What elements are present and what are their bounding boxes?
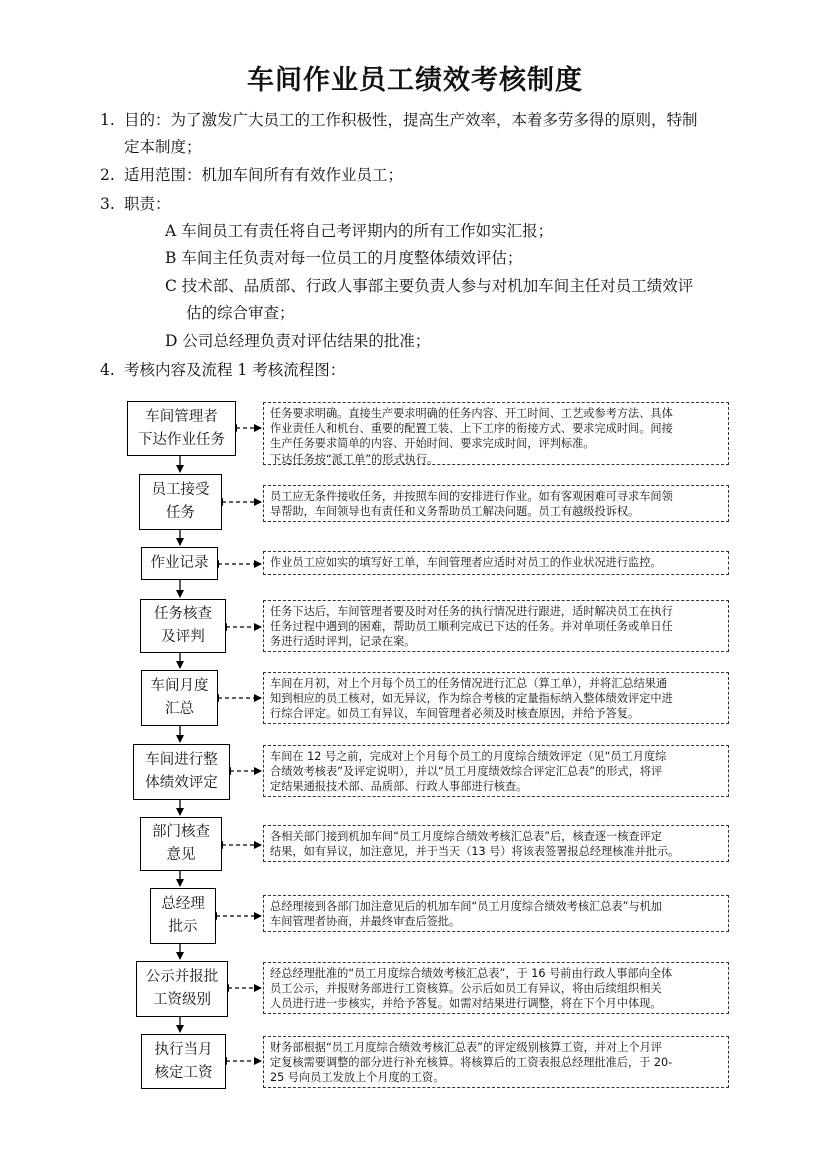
flow-step-task-review [140,599,226,653]
desc-line: 导帮助，车间领导也有责任和义务帮助员工解决问题。员工有越级投诉权。 [270,505,640,519]
flow-desc-assign-task [263,402,729,465]
flow-step-label: 批示 [168,919,198,935]
desc-line: 车间管理者协商，并最终审查后签批。 [270,915,461,929]
flow-step-label: 意见 [166,847,196,863]
flow-step-label: 公示并报批 [145,969,219,985]
desc-line: 作业员工应如实的填写好工单，车间管理者应适时对员工的作业状况进行监控。 [270,556,662,569]
flow-desc-overall-evaluation [263,745,729,797]
duty-item-d: D 公司总经理负责对评估结果的批准； [165,332,431,350]
desc-line: 生产任务要求简单的内容、开始时间、要求完成时间，评判标准。 [270,437,595,451]
desc-line: 25 号向员工发放上个月度的工资。 [270,1071,445,1085]
desc-line: 车间在月初，对上个月每个员工的任务情况进行汇总（算工单），并将汇总结果通 [270,677,668,690]
section-3-number: 3. [100,195,115,213]
flow-step-label: 任务 [166,505,195,521]
flow-step-assign-task [127,401,236,456]
flow-step-label: 员工接受 [151,482,210,498]
flow-step-publish-salary-level [136,961,228,1017]
desc-line: 定复核需要调整的部分进行补充核算。将核算后的工资表报总经理批准后，于 20- [270,1056,673,1070]
flow-step-overall-evaluation [133,744,230,800]
desc-line: 人员进行进一步核实，并给予答复。如需对结果进行调整，将在下个月中体现。 [270,997,662,1011]
section-2-text: 适用范围：机加车间所有有效作业员工； [124,166,404,184]
flow-desc-task-review [263,600,729,652]
desc-line: 作业责任人和机台、重要的配置工装、上下工序的衔接方式、要求完成时间。间接 [270,422,673,436]
page-title: 车间作业员工绩效考核制度 [247,65,583,96]
flow-step-label: 下达作业任务 [138,431,225,448]
flow-desc-work-record [263,551,729,575]
desc-line: 员工应无条件接收任务，并按照车间的安排进行作业。如有客观困难可寻求车间领 [270,490,673,503]
flow-step-label: 核定工资 [154,1064,213,1081]
desc-line: 员工公示，并报财务部进行工资核算。公示后如员工有异议，将由后续组织相关 [270,982,662,996]
desc-line: 财务部根据“员工月度综合绩效考核汇总表”的评定级别核算工资，并对上个月评 [270,1041,662,1054]
flow-desc-department-review [263,825,729,862]
flow-step-label: 车间进行整 [145,752,218,768]
flow-desc-execute-salary [263,1036,729,1088]
section-1-text: 目的：为了激发广大员工的工作积极性，提高生产效率，本着多劳多得的原则，特制 [124,111,698,129]
flow-step-label: 任务核查 [154,606,212,622]
duty-item-c-cont: 估的综合审查； [186,304,295,322]
flow-desc-accept-task [263,485,729,522]
flow-step-work-record [141,547,218,580]
desc-line: 总经理接到各部门加注意见后的机加车间“员工月度综合绩效考核汇总表”与机加 [270,900,662,913]
flow-step-label: 汇总 [165,701,194,717]
flow-step-accept-task [139,474,222,530]
duty-item-a: A 车间员工有责任将自己考评期内的所有工作如实汇报； [165,222,554,240]
flow-desc-monthly-summary [263,672,729,724]
flow-step-label: 执行当月 [154,1041,213,1058]
desc-line: 结果，如有异议，加注意见，并于当天（13 号）将该表签署报总经理核准并批示。 [270,845,680,859]
flow-desc-publish-salary-level [263,962,729,1014]
section-1-text-cont: 定本制度； [124,138,202,156]
flow-step-label: 部门核查 [152,824,210,840]
duty-item-c: C 技术部、品质部、行政人事部主要负责人参与对机加车间主任对员工绩效评 [165,277,694,295]
flow-step-label: 工资级别 [153,992,211,1008]
desc-line: 任务下达后，车间管理者要及时对任务的执行情况进行跟进，适时解决员工在执行 [270,605,673,618]
desc-line: 下达任务按“派工单”的形式执行。 [270,452,439,465]
desc-line: 车间在 12 号之前，完成对上个月每个员工的月度综合绩效评定（见“员工月度综 [270,750,667,763]
duty-item-b: B 车间主任负责对每一位员工的月度整体绩效评估； [165,249,523,267]
flow-step-label: 总经理 [161,896,205,912]
desc-line: 定结果通报技术部、品质部、行政人事部进行核查。 [270,780,528,794]
flow-step-label: 车间月度 [150,678,209,694]
desc-line: 知到相应的员工核对，如无异议，作为综合考核的定量指标纳入整体绩效评定中进 [270,692,673,706]
section-4-text: 考核内容及流程 1 考核流程图： [124,361,346,379]
desc-line: 行综合评定。如员工有异议，车间管理者必须及时核查原因，并给予答复。 [270,707,640,721]
flow-step-label: 体绩效评定 [145,775,218,791]
flow-step-label: 作业记录 [150,555,209,571]
desc-line: 各相关部门接到机加车间“员工月度综合绩效考核汇总表”后，核查逐一核查评定 [270,830,662,843]
section-1-number: 1. [100,111,115,129]
flow-step-label: 车间管理者 [145,408,218,425]
flow-step-label: 及评判 [161,629,205,645]
desc-line: 任务要求明确。直接生产要求明确的任务内容、开工时间、工艺或参考方法、具体 [270,407,673,420]
desc-line: 合绩效考核表”及评定说明），并以“员工月度绩效综合评定汇总表”的形式，将评 [270,765,663,779]
desc-line: 务进行适时评判，记录在案。 [270,635,416,649]
flow-step-monthly-summary [141,670,218,726]
section-3-text: 职责： [124,195,171,213]
section-2-number: 2. [100,166,115,184]
section-4-number: 4. [100,361,115,379]
flow-step-gm-approval [150,888,216,944]
flow-step-department-review [140,817,222,871]
desc-line: 经总经理批准的“员工月度综合绩效考核汇总表”，于 16 号前由行政人事部向全体 [270,967,673,980]
desc-line: 任务过程中遇到的困难，帮助员工顺利完成已下达的任务。并对单项任务或单日任 [270,620,673,634]
flow-step-execute-salary [141,1034,226,1089]
flow-desc-gm-approval [263,895,729,932]
